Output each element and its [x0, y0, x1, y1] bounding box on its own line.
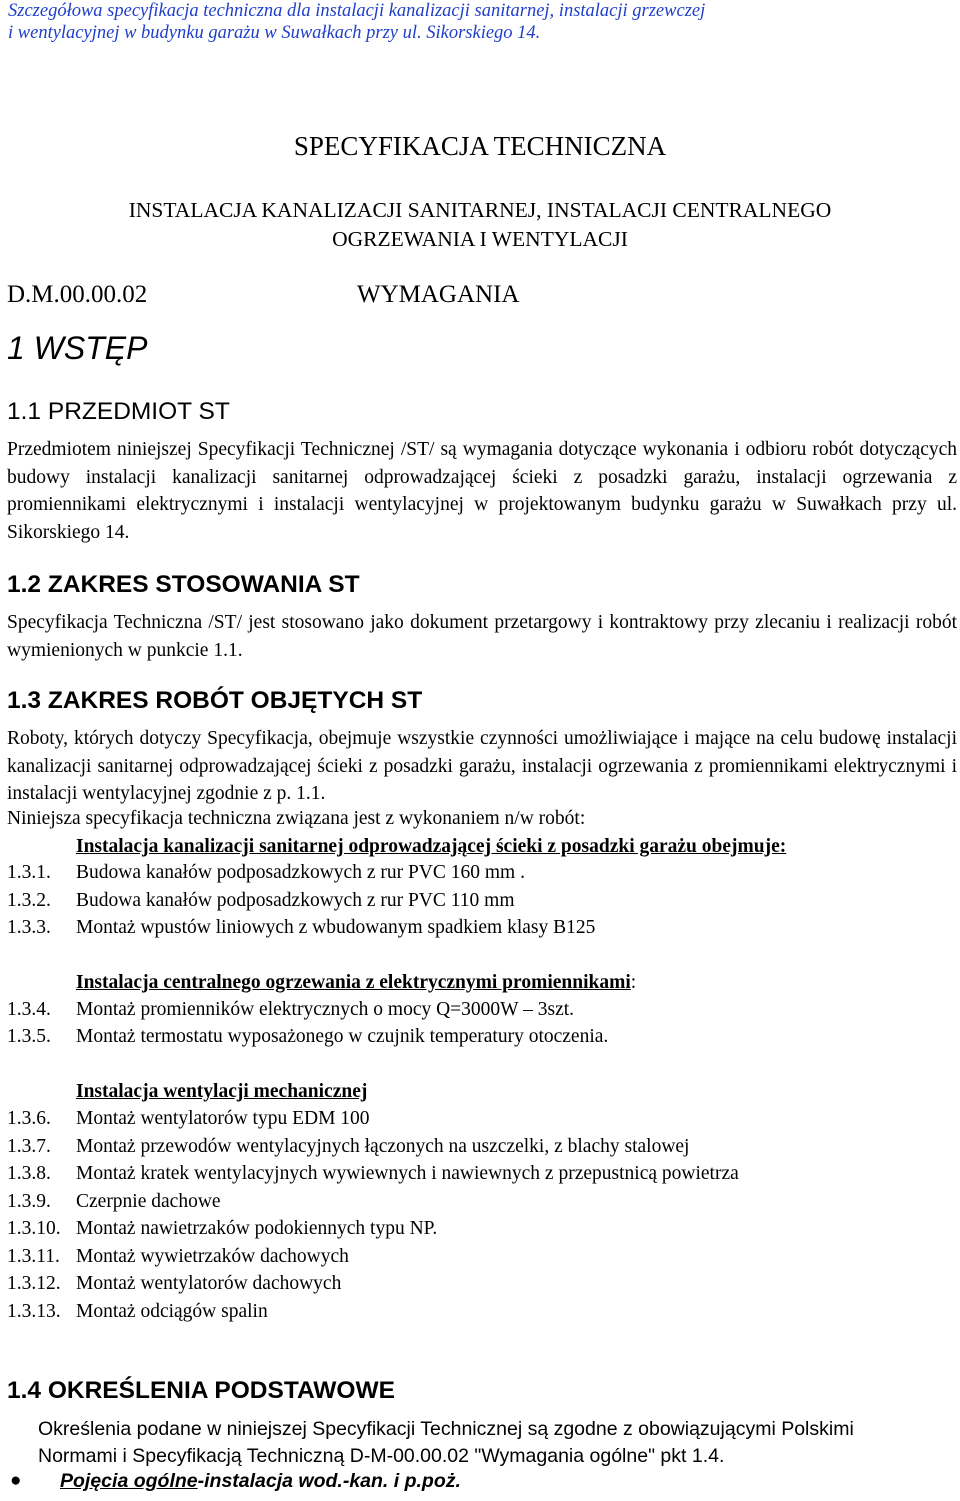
- heading-1-4: 1.4 OKREŚLENIA PODSTAWOWE: [7, 1377, 395, 1404]
- group-title-ventilation: Instalacja wentylacji mechanicznej: [76, 1081, 368, 1102]
- list-item: 1.3.8. Montaż kratek wentylacyjnych wywiewnych i nawiewnych z przepustnicą powietrza: [7, 1163, 739, 1184]
- document-subtitle: [0, 196, 960, 254]
- group-title-heating: Instalacja centralnego ogrzewania z elektrycznymi promiennikami:: [76, 972, 637, 993]
- list-item: 1.3.9. Czerpnie dachowe: [7, 1191, 221, 1212]
- document-title: SPECYFIKACJA TECHNICZNA: [293, 131, 667, 161]
- bullet-item-general-terms: Pojęcia ogólne-instalacja wod.-kan. i p.poż.: [60, 1470, 461, 1492]
- bullet-icon: ●: [10, 1470, 22, 1491]
- list-item: 1.3.11. Montaż wywietrzaków dachowych: [7, 1246, 349, 1267]
- list-item: 1.3.12. Montaż wentylatorów dachowych: [7, 1273, 342, 1294]
- works-intro: Niniejsza specyfikacja techniczna związana jest z wykonaniem n/w robót:: [7, 808, 586, 829]
- section-heading-introduction: 1 WSTĘP: [7, 330, 148, 366]
- list-item: 1.3.1. Budowa kanałów podposadzkowych z rur PVC 160 mm .: [7, 862, 525, 883]
- list-item: 1.3.3. Montaż wpustów liniowych z wbudowanym spadkiem klasy B125: [7, 917, 596, 938]
- list-item: 1.3.5. Montaż termostatu wyposażonego w czujnik temperatury otoczenia.: [7, 1026, 609, 1047]
- subtitle-line-2: OGRZEWANIA I WENTYLACJI: [332, 227, 628, 251]
- subtitle-line-1: INSTALACJA KANALIZACJI SANITARNEJ, INSTALACJI CENTRALNEGO: [128, 198, 832, 222]
- paragraph-1-1: Przedmiotem niniejszej Specyfikacji Technicznej /ST/ są wymagania dotyczące wykonania i odbioru robót dotyczących budowy instalacji kanalizacji sanitarnej odprowadzającej ścieki z posadzki garażu, instalacji ogrzewania z promiennikami elektrycznymi i instalacji wentylacyjnej w projektowanym budynku garażu w Suwałkach przy ul. Sikorskiego 14.: [7, 439, 957, 543]
- list-item: 1.3.13. Montaż odciągów spalin: [7, 1301, 268, 1322]
- running-header: [8, 0, 705, 44]
- heading-1-2: 1.2 ZAKRES STOSOWANIA ST: [7, 571, 360, 598]
- definitions-line-1: Określenia podane w niniejszej Specyfikacji Technicznej są zgodne z obowiązującymi Polskimi: [38, 1418, 854, 1440]
- list-item: 1.3.2. Budowa kanałów podposadzkowych z rur PVC 110 mm: [7, 890, 515, 911]
- list-item: 1.3.6. Montaż wentylatorów typu EDM 100: [7, 1108, 370, 1129]
- header-line-2: i wentylacyjnej w budynku garażu w Suwałkach przy ul. Sikorskiego 14.: [8, 23, 541, 43]
- header-line-1: Szczegółowa specyfikacja techniczna dla instalacji kanalizacji sanitarnej, instalacji grzewczej: [8, 1, 706, 21]
- heading-1-3: 1.3 ZAKRES ROBÓT OBJĘTYCH ST: [7, 687, 423, 714]
- paragraph-1-2: Specyfikacja Techniczna /ST/ jest stosowano jako dokument przetargowy i kontraktowy przy zlecaniu i realizacji robót wymienionych w punkcie 1.1.: [7, 612, 957, 661]
- heading-1-1: 1.1 PRZEDMIOT ST: [7, 398, 230, 425]
- group-title-sewage: Instalacja kanalizacji sanitarnej odprowadzającej ścieki z posadzki garażu obejmuje:: [76, 836, 787, 857]
- document-code: D.M.00.00.02: [7, 281, 148, 308]
- list-item: 1.3.4. Montaż promienników elektrycznych o mocy Q=3000W – 3szt.: [7, 999, 575, 1020]
- requirements-label: WYMAGANIA: [357, 281, 520, 308]
- definitions-line-2: Normami i Specyfikacją Techniczną D-M-00.00.02 "Wymagania ogólne" pkt 1.4.: [38, 1445, 725, 1467]
- paragraph-1-3: Roboty, których dotyczy Specyfikacja, obejmuje wszystkie czynności umożliwiające i mające na celu budowę instalacji kanalizacji sanitarnej odprowadzającej ścieki z posadzki garażu, instalacji ogrzewania z promiennikami elektrycznymi i instalacji wentylacyjnej zgodnie z p. 1.1.: [7, 728, 957, 804]
- list-item: 1.3.7. Montaż przewodów wentylacyjnych łączonych na uszczelki, z blachy stalowej: [7, 1136, 690, 1157]
- list-item: 1.3.10. Montaż nawietrzaków podokiennych typu NP.: [7, 1218, 438, 1239]
